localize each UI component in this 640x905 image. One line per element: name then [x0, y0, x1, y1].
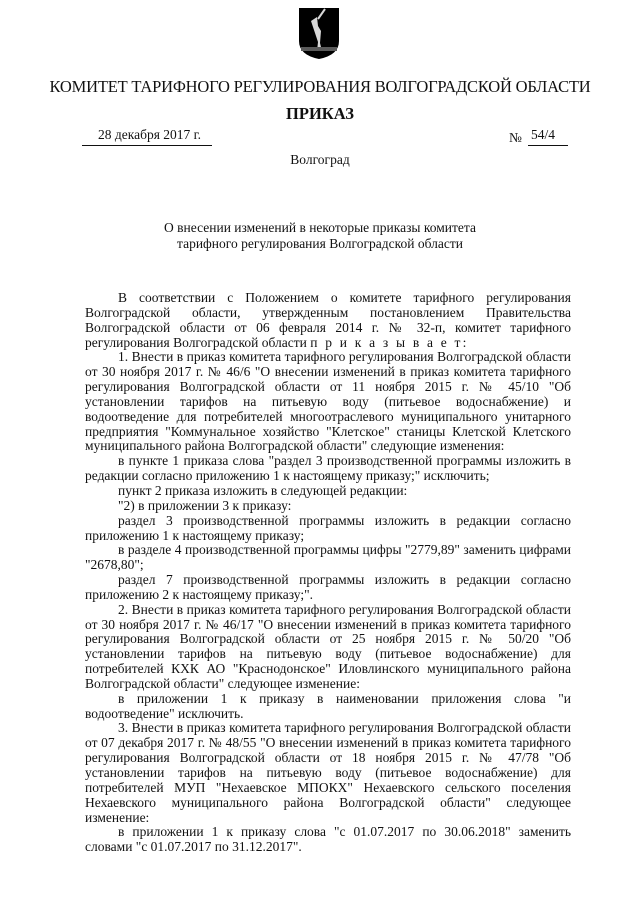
- order-body: [85, 291, 571, 855]
- paragraph-1c: "2) в приложении 3 к приказу:: [118, 497, 292, 513]
- paragraph-1a: в пункте 1 приказа слова "раздел 3 производственной программы изложить в редакции согласно приложению 1 к настоящему приказу;" исключить;: [85, 453, 571, 484]
- date-underline: [82, 145, 212, 146]
- document-title: ПРИКАЗ: [286, 104, 354, 123]
- subject-line-2: тарифного регулирования Волгоградской области: [177, 236, 463, 251]
- number-underline: [528, 145, 568, 146]
- preamble-text: В соответствии с Положением о комитете тарифного регулирования Волгоградской области, утвержденным постановлением Правительства Волгоградской области от 06 февраля 2014 г. № 32-п, комитет тарифного регулирования Волгоградской области: [85, 290, 571, 350]
- coat-of-arms-icon: [296, 5, 342, 61]
- committee-name: КОМИТЕТ ТАРИФНОГО РЕГУЛИРОВАНИЯ ВОЛГОГРАДСКОЙ ОБЛАСТИ: [49, 77, 591, 96]
- paragraph-1: 1. Внести в приказ комитета тарифного регулирования Волгоградской области от 30 ноября 2017 г. № 46/6 "О внесении изменений в приказ комитета тарифного регулирования Волгоградской области от 11 ноября 2015 г. № 45/10 "Об установлении тарифов на питьевую воду (питьевое водоснабжение) и водоотведение для потребителей многоотраслевого муниципального унитарного предприятия "Коммунальное хозяйство "Клетское" станицы Клетской Клетского муниципального района Волгоградской области" следующие изменения:: [85, 349, 571, 454]
- paragraph-2: 2. Внести в приказ комитета тарифного регулирования Волгоградской области от 30 ноября 2017 г. № 46/17 "О внесении изменений в приказ комитета тарифного регулирования Волгоградской области от 25 ноября 2015 г. № 50/20 "Об установлении тарифов на питьевую воду (питьевое водоснабжение) для потребителей КХК АО "Краснодонское" Иловлинского муниципального района Волгоградской области" следующее изменение:: [85, 601, 571, 691]
- paragraph-3a: в приложении 1 к приказу слова "с 01.07.2017 по 30.06.2018" заменить словами "с 01.07.2017 по 31.12.2017".: [85, 824, 571, 855]
- paragraph-1f: раздел 7 производственной программы изложить в редакции согласно приложению 2 к настоящему приказу;".: [85, 572, 571, 602]
- city: Волгоград: [290, 152, 350, 167]
- paragraph-2a: в приложении 1 к приказу в наименовании приложения слова "и водоотведение" исключить.: [85, 690, 571, 721]
- order-date: 28 декабря 2017 г.: [98, 127, 202, 142]
- paragraph-3: 3. Внести в приказ комитета тарифного регулирования Волгоградской области от 07 декабря 2017 г. № 48/55 "О внесении изменений в приказ комитета тарифного регулирования Волгоградской области от 18 ноября 2015 г. № 47/78 "Об установлении тарифов на питьевую воду (питьевое водоснабжение) для потребителей МУП "Нехаевское МПОКХ" Нехаевского сельского поселения Нехаевского муниципального района Волгоградской области" следующее изменение:: [85, 720, 571, 825]
- paragraph-1b: пункт 2 приказа изложить в следующей редакции:: [118, 482, 408, 498]
- order-number: 54/4: [531, 127, 556, 142]
- subject: [0, 220, 640, 252]
- paragraph-1e: в разделе 4 производственной программы цифры "2779,89" заменить цифрами "2678,80";: [85, 542, 571, 573]
- preamble-paragraph: [85, 291, 571, 350]
- paragraph-1d: раздел 3 производственной программы изложить в редакции согласно приложению 1 к настоящему приказу;: [85, 512, 571, 543]
- coat-of-arms-shield: [296, 5, 342, 61]
- subject-line-1: О внесении изменений в некоторые приказы комитета: [164, 220, 476, 235]
- number-sign: №: [509, 130, 522, 145]
- prikazyvaet-text: п р и к а з ы в а е т:: [310, 334, 469, 350]
